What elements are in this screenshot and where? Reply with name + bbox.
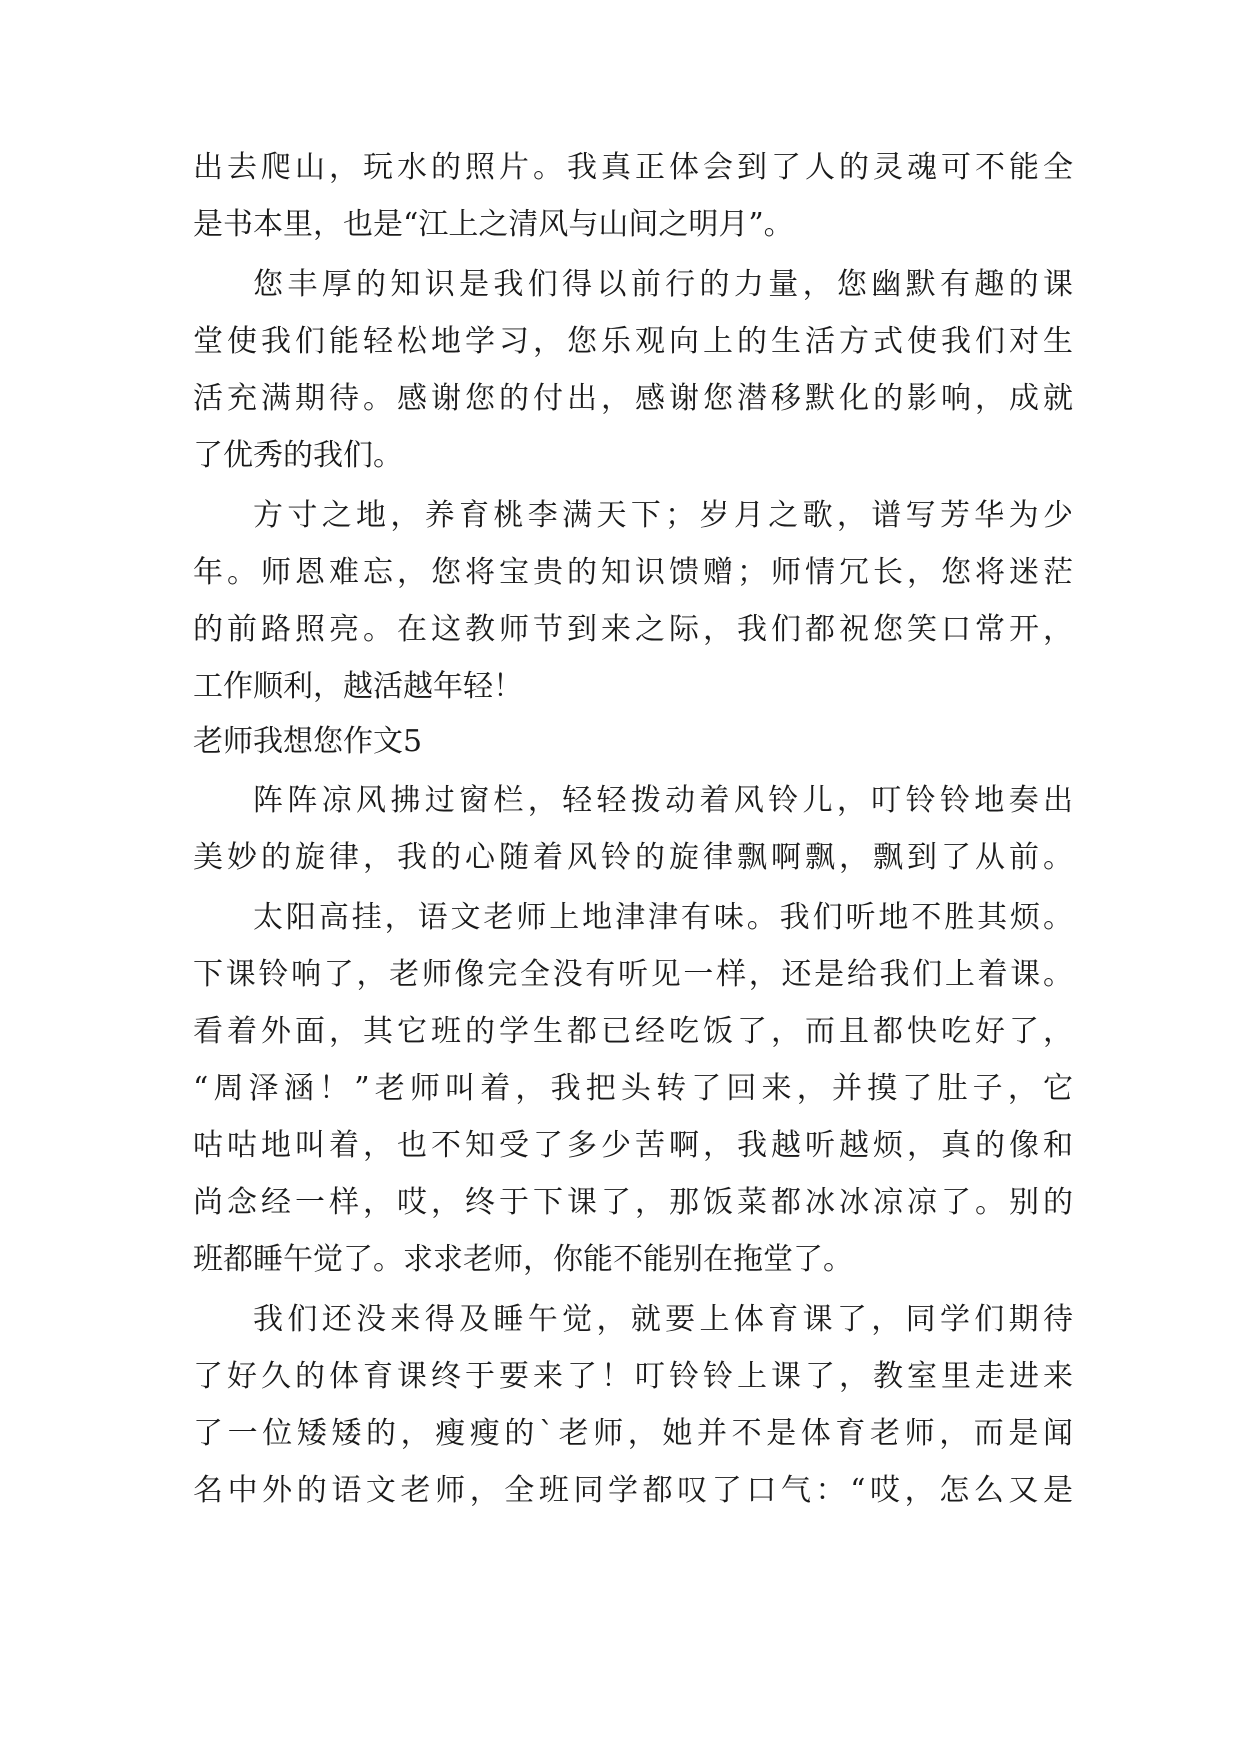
text-line: 美妙的旋律，我的心随着风铃的旋律飘啊飘，飘到了从前。 [193,840,1073,875]
text-line: 尚念经一样，哎，终于下课了，那饭菜都冰冰凉凉了。别的 [193,1185,1073,1220]
paragraph-first-line: 您丰厚的知识是我们得以前行的力量，您幽默有趣的课 [253,267,1073,302]
paragraph-first-line: 我们还没来得及睡午觉，就要上体育课了，同学们期待 [253,1302,1073,1337]
paragraph-first-line: 阵阵凉风拂过窗栏，轻轻拨动着风铃儿，叮铃铃地奏出 [253,783,1073,818]
text-line: 的前路照亮。在这教师节到来之际，我们都祝您笑口常开， [193,612,1073,647]
text-line: 活充满期待。感谢您的付出，感谢您潜移默化的影响，成就 [193,381,1073,416]
text-line: “周泽涵！”老师叫着，我把头转了回来，并摸了肚子，它 [193,1071,1073,1106]
text-line: 出去爬山，玩水的照片。我真正体会到了人的灵魂可不能全 [193,150,1073,185]
text-line: 名中外的语文老师，全班同学都叹了口气：“哎，怎么又是 [193,1473,1073,1508]
text-line: 了好久的体育课终于要来了！叮铃铃上课了，教室里走进来 [193,1359,1073,1394]
text-line: 工作顺利，越活越年轻！ [193,669,523,704]
text-line: 了优秀的我们。 [193,438,403,473]
paragraph-first-line: 方寸之地，养育桃李满天下；岁月之歌，谱写芳华为少 [253,498,1073,533]
text-line: 下课铃响了，老师像完全没有听见一样，还是给我们上着课。 [193,957,1073,992]
text-line: 看着外面，其它班的学生都已经吃饭了，而且都快吃好了， [193,1014,1073,1049]
text-line: 班都睡午觉了。求求老师，你能不能别在拖堂了。 [193,1242,853,1277]
text-line: 了一位矮矮的，瘦瘦的`老师，她并不是体育老师，而是闻 [193,1416,1073,1451]
text-line: 年。师恩难忘，您将宝贵的知识馈赠；师情冗长，您将迷茫 [193,555,1073,590]
text-line: 堂使我们能轻松地学习，您乐观向上的生活方式使我们对生 [193,324,1073,359]
section-heading: 老师我想您作文5 [193,724,423,759]
text-line: 咕咕地叫着，也不知受了多少苦啊，我越听越烦，真的像和 [193,1128,1073,1163]
paragraph-first-line: 太阳高挂，语文老师上地津津有味。我们听地不胜其烦。 [253,900,1073,935]
text-line: 是书本里，也是“江上之清风与山间之明月”。 [193,207,794,242]
